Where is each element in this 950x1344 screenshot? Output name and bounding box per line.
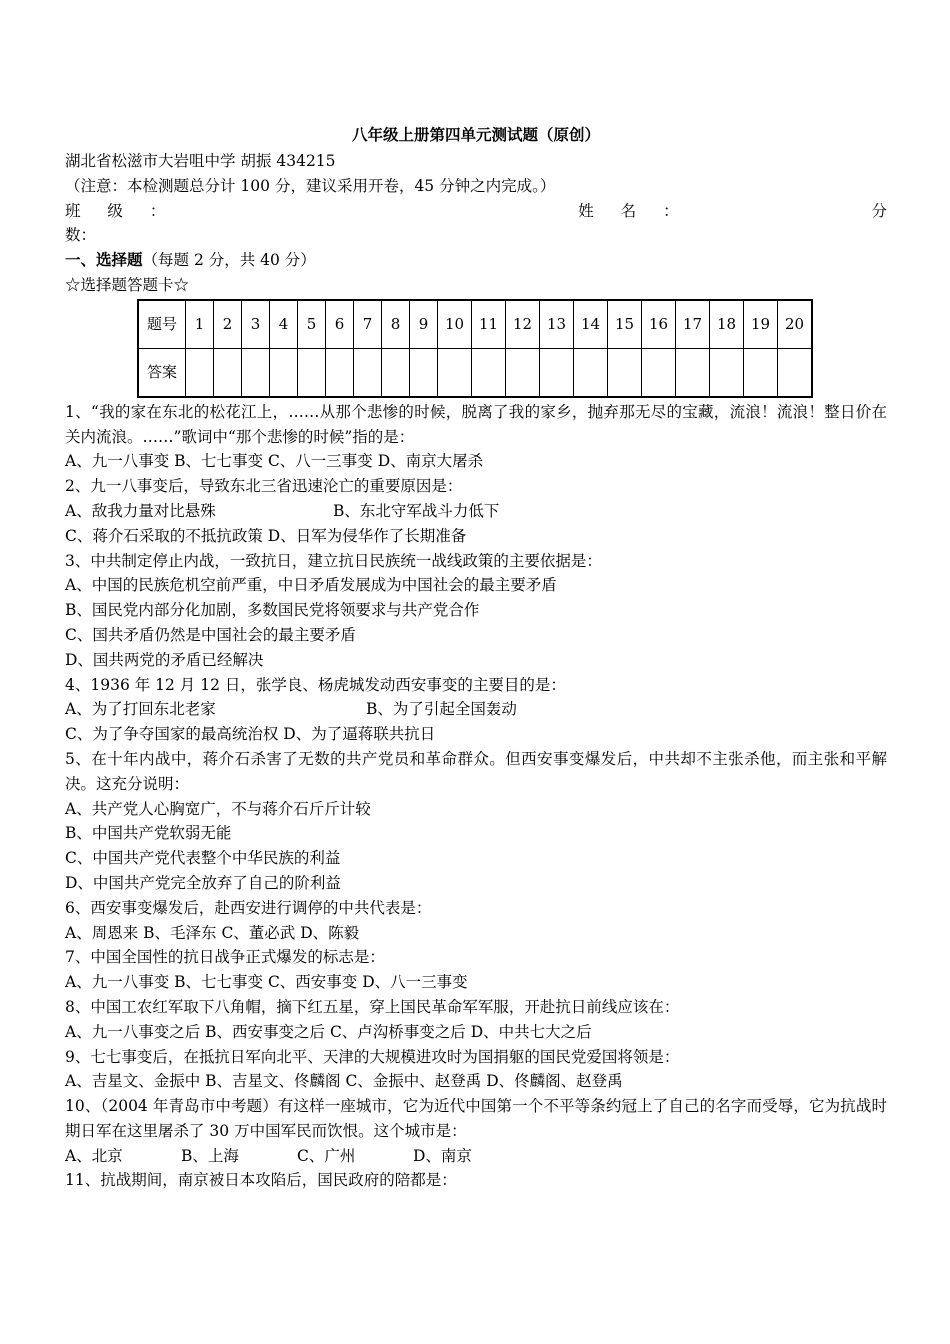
answer-cell[interactable] (270, 348, 298, 397)
answer-cell[interactable] (710, 348, 744, 397)
answer-cell[interactable] (186, 348, 214, 397)
exam-note: （注意：本检测题总分计 100 分，建议采用开卷，45 分钟之内完成。） (65, 176, 556, 195)
question-number-cell: 20 (778, 300, 813, 349)
question-6-options: A、周恩来 B、毛泽东 C、董必武 D、陈毅 (65, 923, 360, 942)
question-8-options: A、九一八事变之后 B、西安事变之后 C、卢沟桥事变之后 D、中共七大之后 (65, 1022, 592, 1041)
question-10: 10、（2004 年青岛市中考题）有这样一座城市，它为近代中国第一个不平等条约冠上了自己的名字而受辱，它为抗战时期日军在这里屠杀了 30 万中国军民而饮恨。这个城市是： (65, 1097, 887, 1140)
question-1-options: A、九一八事变 B、七七事变 C、八一三事变 D、南京大屠杀 (65, 452, 484, 471)
question-5-option-a: A、共产党人心胸宽广，不与蒋介石斤斤计较 (65, 799, 371, 818)
author-line: 湖北省松滋市大岩咀中学 胡振 434215 (65, 152, 336, 170)
number-row-header: 题号 (138, 300, 186, 349)
question-number-cell: 19 (744, 300, 778, 349)
option-c: C、广州 (297, 1146, 356, 1165)
answer-cell[interactable] (778, 348, 813, 397)
answer-card-table (137, 299, 813, 398)
question-number-cell: 18 (710, 300, 744, 349)
name-label: 姓 名 ： (578, 201, 679, 220)
answer-cell[interactable] (410, 348, 438, 397)
answer-row-header: 答案 (138, 348, 186, 397)
answer-cell[interactable] (472, 348, 506, 397)
question-2: 2、九一八事变后，导致东北三省迅速沦亡的重要原因是： (65, 477, 463, 496)
answer-cell[interactable] (574, 348, 608, 397)
question-number-cell: 6 (326, 300, 354, 349)
answer-cell[interactable] (540, 348, 574, 397)
question-number-cell: 5 (298, 300, 326, 349)
answer-card-number-row (138, 300, 812, 349)
question-number-cell: 14 (574, 300, 608, 349)
option-b: B、上海 (181, 1146, 239, 1165)
question-number-cell: 4 (270, 300, 298, 349)
question-4: 4、1936 年 12 月 12 日，张学良、杨虎城发动西安事变的主要目的是： (65, 675, 566, 694)
section-note: （每题 2 分，共 40 分） (142, 251, 316, 270)
question-11: 11、抗战期间，南京被日本攻陷后，国民政府的陪都是： (65, 1171, 457, 1190)
question-9: 9、七七事变后，在抵抗日军向北平、天津的大规模进攻时为国捐躯的国民党爱国将领是： (65, 1047, 680, 1066)
document-title: 八年级上册第四单元测试题（原创） (351, 125, 600, 144)
answer-cell[interactable] (382, 348, 410, 397)
answer-cell[interactable] (608, 348, 642, 397)
answer-cell[interactable] (298, 348, 326, 397)
question-number-cell: 9 (410, 300, 438, 349)
section-title: 一、选择题 (65, 250, 143, 270)
question-number-cell: 3 (242, 300, 270, 349)
question-number-cell: 2 (214, 300, 242, 349)
option-a: A、敌我力量对比悬殊 (65, 501, 216, 520)
answer-cell[interactable] (438, 348, 472, 397)
question-number-cell: 16 (642, 300, 676, 349)
question-3-option-b: B、国民党内部分化加剧，多数国民党将领要求与共产党合作 (65, 601, 480, 620)
question-10-options (65, 1144, 887, 1169)
question-number-cell: 13 (540, 300, 574, 349)
exam-page (65, 122, 887, 1193)
question-6: 6、西安事变爆发后，赴西安进行调停的中共代表是： (65, 898, 432, 917)
question-3: 3、中共制定停止内战，一致抗日，建立抗日民族统一战线政策的主要依据是： (65, 551, 602, 570)
question-3-option-d: D、国共两党的矛盾已经解决 (65, 650, 264, 669)
question-number-cell: 15 (608, 300, 642, 349)
answer-cell[interactable] (354, 348, 382, 397)
question-number-cell: 1 (186, 300, 214, 349)
score-label-cont: 数： (65, 226, 97, 245)
answer-cell[interactable] (744, 348, 778, 397)
question-number-cell: 10 (438, 300, 472, 349)
option-d: D、南京 (413, 1146, 472, 1165)
question-number-cell: 8 (382, 300, 410, 349)
question-2-options-cd: C、蒋介石采取的不抵抗政策 D、日军为侵华作了长期准备 (65, 526, 467, 545)
question-9-options: A、吉星文、金振中 B、吉星文、佟麟阁 C、金振中、赵登禹 D、佟麟阁、赵登禹 (65, 1072, 623, 1091)
answer-cell[interactable] (326, 348, 354, 397)
question-number-cell: 11 (472, 300, 506, 349)
question-5-option-b: B、中国共产党软弱无能 (65, 824, 232, 843)
answer-cell[interactable] (506, 348, 540, 397)
question-3-option-a: A、中国的民族危机空前严重，中日矛盾发展成为中国社会的最主要矛盾 (65, 576, 557, 595)
question-8: 8、中国工农红军取下八角帽，摘下红五星，穿上国民革命军军服，开赴抗日前线应该在： (65, 997, 680, 1016)
answer-cell[interactable] (642, 348, 676, 397)
question-1: 1、“我的家在东北的松花江上，……从那个悲惨的时候，脱离了我的家乡，抛弃那无尽的宝藏，流浪！流浪！整日价在关内流浪。……”歌词中“那个悲惨的时候”指的是： (65, 402, 887, 446)
question-5-option-d: D、中国共产党完全放弃了自己的阶利益 (65, 873, 341, 892)
option-a: A、为了打回东北老家 (65, 700, 216, 719)
section-heading (65, 248, 887, 273)
question-4-options-ab (65, 697, 887, 722)
question-7-options: A、九一八事变 B、七七事变 C、西安事变 D、八一三事变 (65, 973, 468, 992)
option-b: B、东北守军战斗力低下 (333, 501, 500, 520)
question-5-option-c: C、中国共产党代表整个中华民族的利益 (65, 849, 341, 868)
question-number-cell: 7 (354, 300, 382, 349)
answer-cell[interactable] (676, 348, 710, 397)
question-number-cell: 17 (676, 300, 710, 349)
question-7: 7、中国全国性的抗日战争正式爆发的标志是： (65, 948, 385, 967)
option-a: A、北京 (65, 1146, 123, 1165)
answer-cell[interactable] (242, 348, 270, 397)
answer-card-title: ☆选择题答题卡☆ (65, 275, 190, 294)
answer-card-answer-row (138, 348, 812, 397)
question-number-cell: 12 (506, 300, 540, 349)
answer-cell[interactable] (214, 348, 242, 397)
student-info-row (65, 199, 887, 224)
class-label: 班 级 ： (65, 201, 166, 220)
question-4-options-cd: C、为了争夺国家的最高统治权 D、为了逼蒋联共抗日 (65, 725, 436, 744)
option-b: B、为了引起全国轰动 (366, 700, 517, 719)
question-5: 5、在十年内战中，蒋介石杀害了无数的共产党员和革命群众。但西安事变爆发后，中共却不主张杀他，而主张和平解决。这充分说明： (65, 749, 887, 793)
question-2-options-ab (65, 499, 887, 524)
score-label: 分 (871, 201, 887, 220)
question-3-option-c: C、国共矛盾仍然是中国社会的最主要矛盾 (65, 625, 356, 644)
